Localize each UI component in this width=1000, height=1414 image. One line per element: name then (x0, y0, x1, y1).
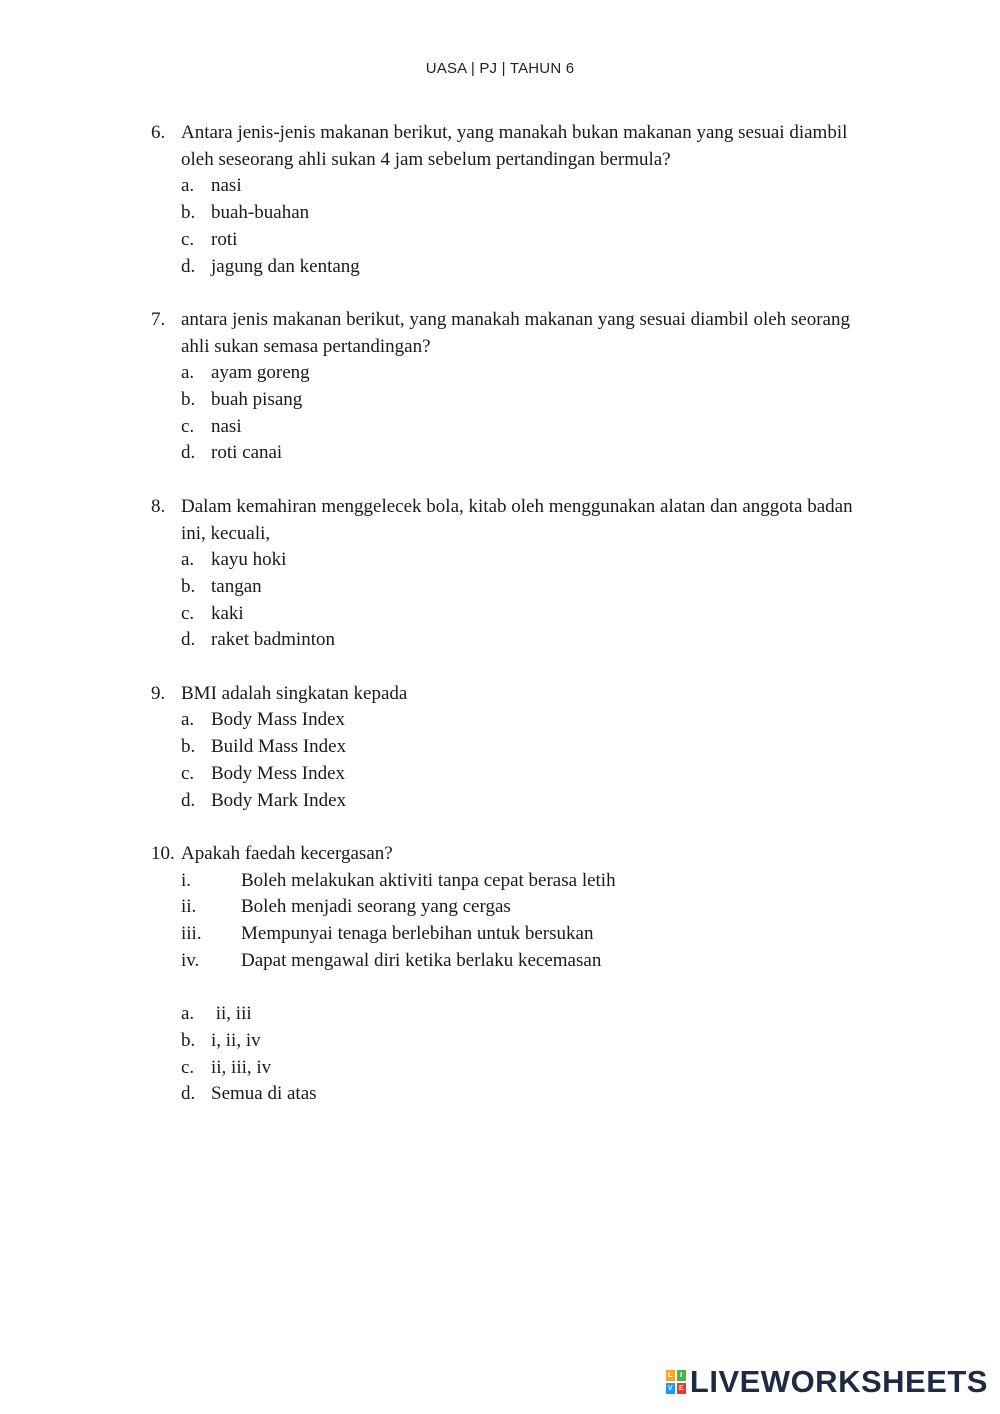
option-list (181, 547, 871, 654)
option-label: d. (181, 442, 196, 464)
option-label: b. (181, 1029, 196, 1051)
logo-mark-letter: V (667, 1385, 673, 1392)
option-c[interactable] (181, 761, 871, 788)
option-b[interactable] (181, 574, 871, 601)
question-number: 8. (151, 495, 166, 517)
option-text: Body Mess Index (211, 762, 346, 784)
option-d[interactable] (181, 440, 871, 467)
statement-label: iv. (181, 949, 200, 971)
statement-ii (181, 894, 871, 921)
option-label: b. (181, 202, 196, 224)
question-number: 10. (151, 842, 175, 864)
question-text: Dalam kemahiran menggelecek bola, kitab oleh menggunakan alatan dan anggota badan ini, kecuali, (181, 495, 853, 544)
option-text: nasi (211, 175, 242, 197)
option-a[interactable] (181, 547, 871, 574)
option-label: d. (181, 789, 196, 811)
question-8 (151, 494, 871, 654)
statement-iii (181, 921, 871, 948)
question-number: 6. (151, 122, 166, 143)
option-label: b. (181, 575, 196, 597)
option-label: c. (181, 228, 195, 250)
statement-label: i. (181, 869, 192, 891)
option-label: a. (181, 709, 195, 731)
question-number: 7. (151, 308, 166, 330)
option-text: buah pisang (211, 389, 303, 411)
page-header: UASA | PJ | TAHUN 6 (425, 60, 575, 77)
option-label: a. (181, 362, 195, 384)
option-text: jagung dan kentang (211, 255, 360, 277)
option-label: d. (181, 255, 196, 277)
option-text: tangan (211, 575, 262, 597)
option-label: d. (181, 629, 196, 651)
question-text: BMI adalah singkatan kepada (181, 682, 408, 704)
option-d[interactable] (181, 254, 871, 281)
option-text: Semua di atas (211, 1083, 317, 1105)
option-text: nasi (211, 415, 242, 437)
option-text: roti (211, 228, 238, 250)
option-d[interactable] (181, 788, 871, 815)
option-list (181, 1001, 871, 1108)
question-7 (151, 307, 871, 467)
option-text: ayam goreng (211, 362, 310, 384)
option-text: raket badminton (211, 629, 335, 651)
question-text: Antara jenis-jenis makanan berikut, yang manakah bukan makanan yang sesuai diambil oleh seseorang ahli sukan 4 jam sebelum pertandingan bermula? (181, 122, 848, 170)
statement-label: ii. (181, 896, 197, 918)
option-c[interactable] (181, 414, 871, 441)
option-label: a. (181, 1003, 195, 1025)
option-d[interactable] (181, 1081, 871, 1108)
logo-mark-letter: E (678, 1385, 684, 1392)
statement-text: Dapat mengawal diri ketika berlaku kecemasan (241, 949, 602, 971)
statement-i (181, 868, 871, 895)
logo-text: LIVEWORKSHEETS (689, 1364, 988, 1399)
option-label: c. (181, 415, 195, 437)
statement-list (181, 868, 871, 975)
option-b[interactable] (181, 200, 871, 227)
option-label: b. (181, 389, 196, 411)
question-list (151, 120, 871, 1135)
option-text: Body Mass Index (211, 709, 346, 731)
logo-mark-letter: L (666, 1370, 675, 1381)
question-6 (151, 120, 871, 280)
logo-mark-icon (666, 1370, 686, 1394)
question-9 (151, 681, 871, 815)
option-b[interactable] (181, 734, 871, 761)
option-a[interactable] (181, 173, 871, 200)
option-list (181, 173, 871, 280)
option-list (181, 360, 871, 467)
statement-text: Mempunyai tenaga berlebihan untuk bersukan (241, 923, 594, 945)
option-text: buah-buahan (211, 202, 310, 224)
option-label: d. (181, 1083, 196, 1105)
option-text: kayu hoki (211, 549, 287, 571)
option-text: kaki (211, 602, 244, 624)
statement-text: Boleh melakukan aktiviti tanpa cepat berasa letih (241, 869, 616, 891)
option-label: b. (181, 736, 196, 758)
question-text: antara jenis makanan berikut, yang manakah makanan yang sesuai diambil oleh seorang ahli sukan semasa pertandingan? (181, 308, 850, 357)
logo-mark-letter: I (677, 1370, 686, 1381)
option-label: c. (181, 762, 195, 784)
liveworksheets-logo (666, 1364, 988, 1400)
option-text: Build Mass Index (211, 736, 347, 758)
option-a[interactable] (181, 707, 871, 734)
option-b[interactable] (181, 387, 871, 414)
statement-text: Boleh menjadi seorang yang cergas (241, 896, 511, 918)
option-a[interactable] (181, 360, 871, 387)
option-text: ii, iii (211, 1003, 252, 1025)
option-text: ii, iii, iv (211, 1056, 272, 1078)
option-label: c. (181, 602, 195, 624)
option-d[interactable] (181, 627, 871, 654)
option-b[interactable] (181, 1028, 871, 1055)
option-c[interactable] (181, 227, 871, 254)
question-number: 9. (151, 682, 166, 704)
option-c[interactable] (181, 601, 871, 628)
option-text: Body Mark Index (211, 789, 347, 811)
statement-label: iii. (181, 923, 202, 945)
question-10 (151, 841, 871, 1108)
option-a[interactable] (181, 1001, 871, 1028)
option-label: c. (181, 1056, 195, 1078)
option-label: a. (181, 175, 195, 197)
option-text: roti canai (211, 442, 283, 464)
question-text: Apakah faedah kecergasan? (181, 842, 393, 864)
option-text: i, ii, iv (211, 1029, 261, 1051)
option-label: a. (181, 549, 195, 571)
option-c[interactable] (181, 1055, 871, 1082)
option-list (181, 707, 871, 814)
statement-iv (181, 948, 871, 975)
